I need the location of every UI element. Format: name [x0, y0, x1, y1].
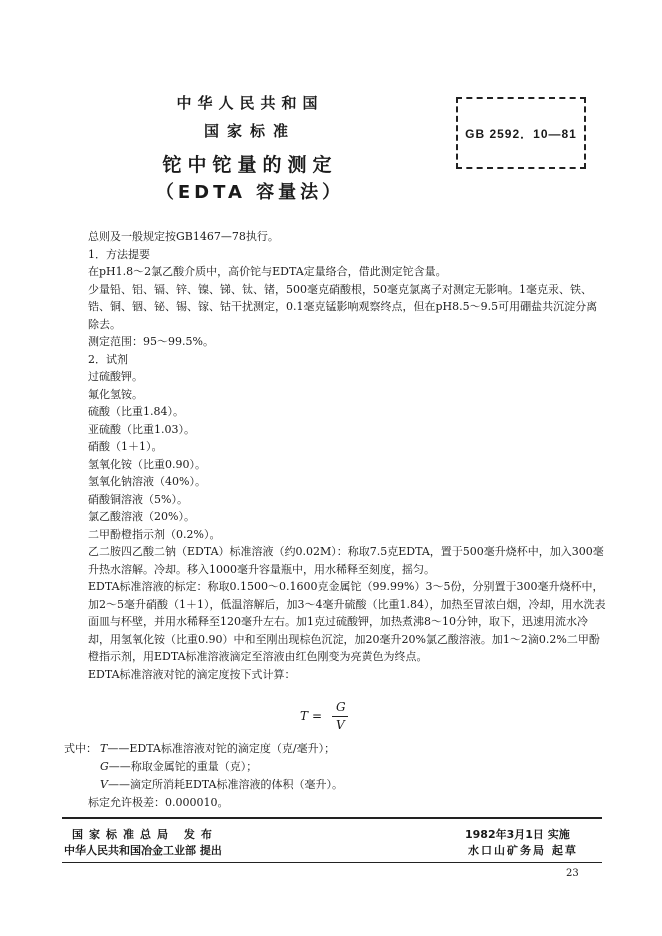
variable-description: ——称取金属铊的重量（克）； — [108, 760, 258, 773]
measurement-range: 测定范围：95～99.5%。 — [88, 335, 214, 348]
titer-formula — [300, 700, 380, 734]
reagent-item: 硝酸铜溶液（5%）。 — [88, 492, 188, 506]
page-number: 23 — [566, 868, 579, 879]
reagent-item: 过硫酸钾。 — [88, 370, 143, 383]
reagent-item: 氢氧化钠溶液（40%）。 — [88, 475, 206, 488]
standard-code: GB 2592．10—81 — [465, 126, 577, 141]
tolerance-row — [64, 794, 604, 812]
edta-calibration: EDTA标准溶液的标定：称取0.1500～0.1600克金属铊（99.99%）3～5份，分别置于300毫升烧杯中，加2～5毫升硝酸（1＋1），低温溶解后，加3～4毫升硫酸（比重1.84），加热至冒浓白烟，冷却，用水洗表面皿与杯壁，并用水稀释至120毫升左右。加1克过硫酸钾，加热煮沸8～10分钟，取下，迅速用流水冷却，用氢氧化铵（比重0.90）中和至刚出现棕色沉淀，加20毫升20%氯乙酸溶液。加1～2滴0.2%二甲酚橙指示剂，用EDTA标准溶液滴定至溶液由红色刚变为亮黄色为终点。 — [88, 580, 606, 663]
issuer-line: 国家标准总局 发布 — [72, 828, 218, 841]
document-title: 铊中铊量的测定 — [162, 154, 338, 176]
reagent-item: 硫酸（比重1.84）。 — [88, 405, 184, 418]
variable-definitions — [64, 740, 604, 812]
reagent-item: 氟化氢铵。 — [88, 387, 143, 401]
section-1-paragraph: 在pH1.8～2氯乙酸介质中，高价铊与EDTA定量络合，借此测定铊含量。 — [88, 265, 447, 278]
calibration-tolerance: 标定允许极差：0.000010。 — [88, 796, 229, 809]
variable-symbol: V — [100, 778, 108, 791]
section-2-heading: 2．试剂 — [88, 352, 128, 366]
reagent-item: 二甲酚橙指示剂（0.2%）。 — [88, 527, 221, 541]
general-rule: 总则及一般规定按GB1467—78执行。 — [88, 230, 279, 243]
document-body — [88, 228, 606, 683]
fraction-bar — [332, 716, 348, 717]
variable-row-g — [64, 758, 604, 776]
titer-intro: EDTA标准溶液对铊的滴定度按下式计算： — [88, 667, 296, 681]
reagent-item: 氯乙酸溶液（20%）。 — [88, 510, 195, 523]
formula-denominator: V — [336, 718, 345, 732]
document-subtitle: （EDTA 容量法） — [155, 182, 345, 203]
reagent-item: 硝酸（1＋1）。 — [88, 440, 163, 453]
variables-lead: 式中： — [64, 742, 97, 755]
reagent-item: 氢氧化铵（比重0.90）。 — [88, 457, 206, 471]
variable-symbol: G — [100, 760, 109, 773]
variable-symbol: T — [100, 742, 108, 755]
footer-bottom-rule — [62, 862, 602, 863]
section-1-heading: 1．方法提要 — [88, 247, 150, 261]
standard-type-heading: 国家标准 — [203, 122, 296, 140]
formula-equals: = — [312, 709, 323, 723]
footer-top-rule — [62, 817, 602, 819]
section-1-interference: 少量铅、铝、镉、锌、镍、锑、钛、锗，500毫克硝酸根，50毫克氯离子对测定无影响。1毫克汞、铁、锆、铜、铟、铋、锡、镓、钴干扰测定，0.1毫克锰影响观察终点，但在pH8.5～9.5可用硼盐共沉淀分离除去。 — [88, 282, 598, 331]
variable-row-v — [64, 776, 604, 794]
variable-description: ——滴定所消耗EDTA标准溶液的体积（毫升）。 — [107, 778, 343, 791]
country-heading: 中华人民共和国 — [176, 94, 324, 112]
formula-numerator: G — [336, 700, 346, 714]
reagent-item: 亚硫酸（比重1.03）。 — [88, 422, 195, 436]
proposer-line: 中华人民共和国冶金工业部 提出 — [64, 844, 222, 857]
edta-preparation: 乙二胺四乙酸二钠（EDTA）标准溶液（约0.02M）：称取7.5克EDTA，置于500毫升烧杯中，加入300毫升热水溶解。冷却。移入1000毫升容量瓶中，用水稀释至刻度，摇匀。 — [88, 545, 604, 576]
standard-code-box — [456, 97, 586, 169]
variable-description: ——EDTA标准溶液对铊的滴定度（克/毫升）； — [107, 742, 336, 755]
variable-row-t — [64, 740, 604, 758]
effective-date-line: 1982年3月1日 实施 — [465, 828, 570, 841]
formula-lhs: T — [300, 709, 309, 723]
drafter-line: 水口山矿务局 起草 — [468, 844, 578, 857]
